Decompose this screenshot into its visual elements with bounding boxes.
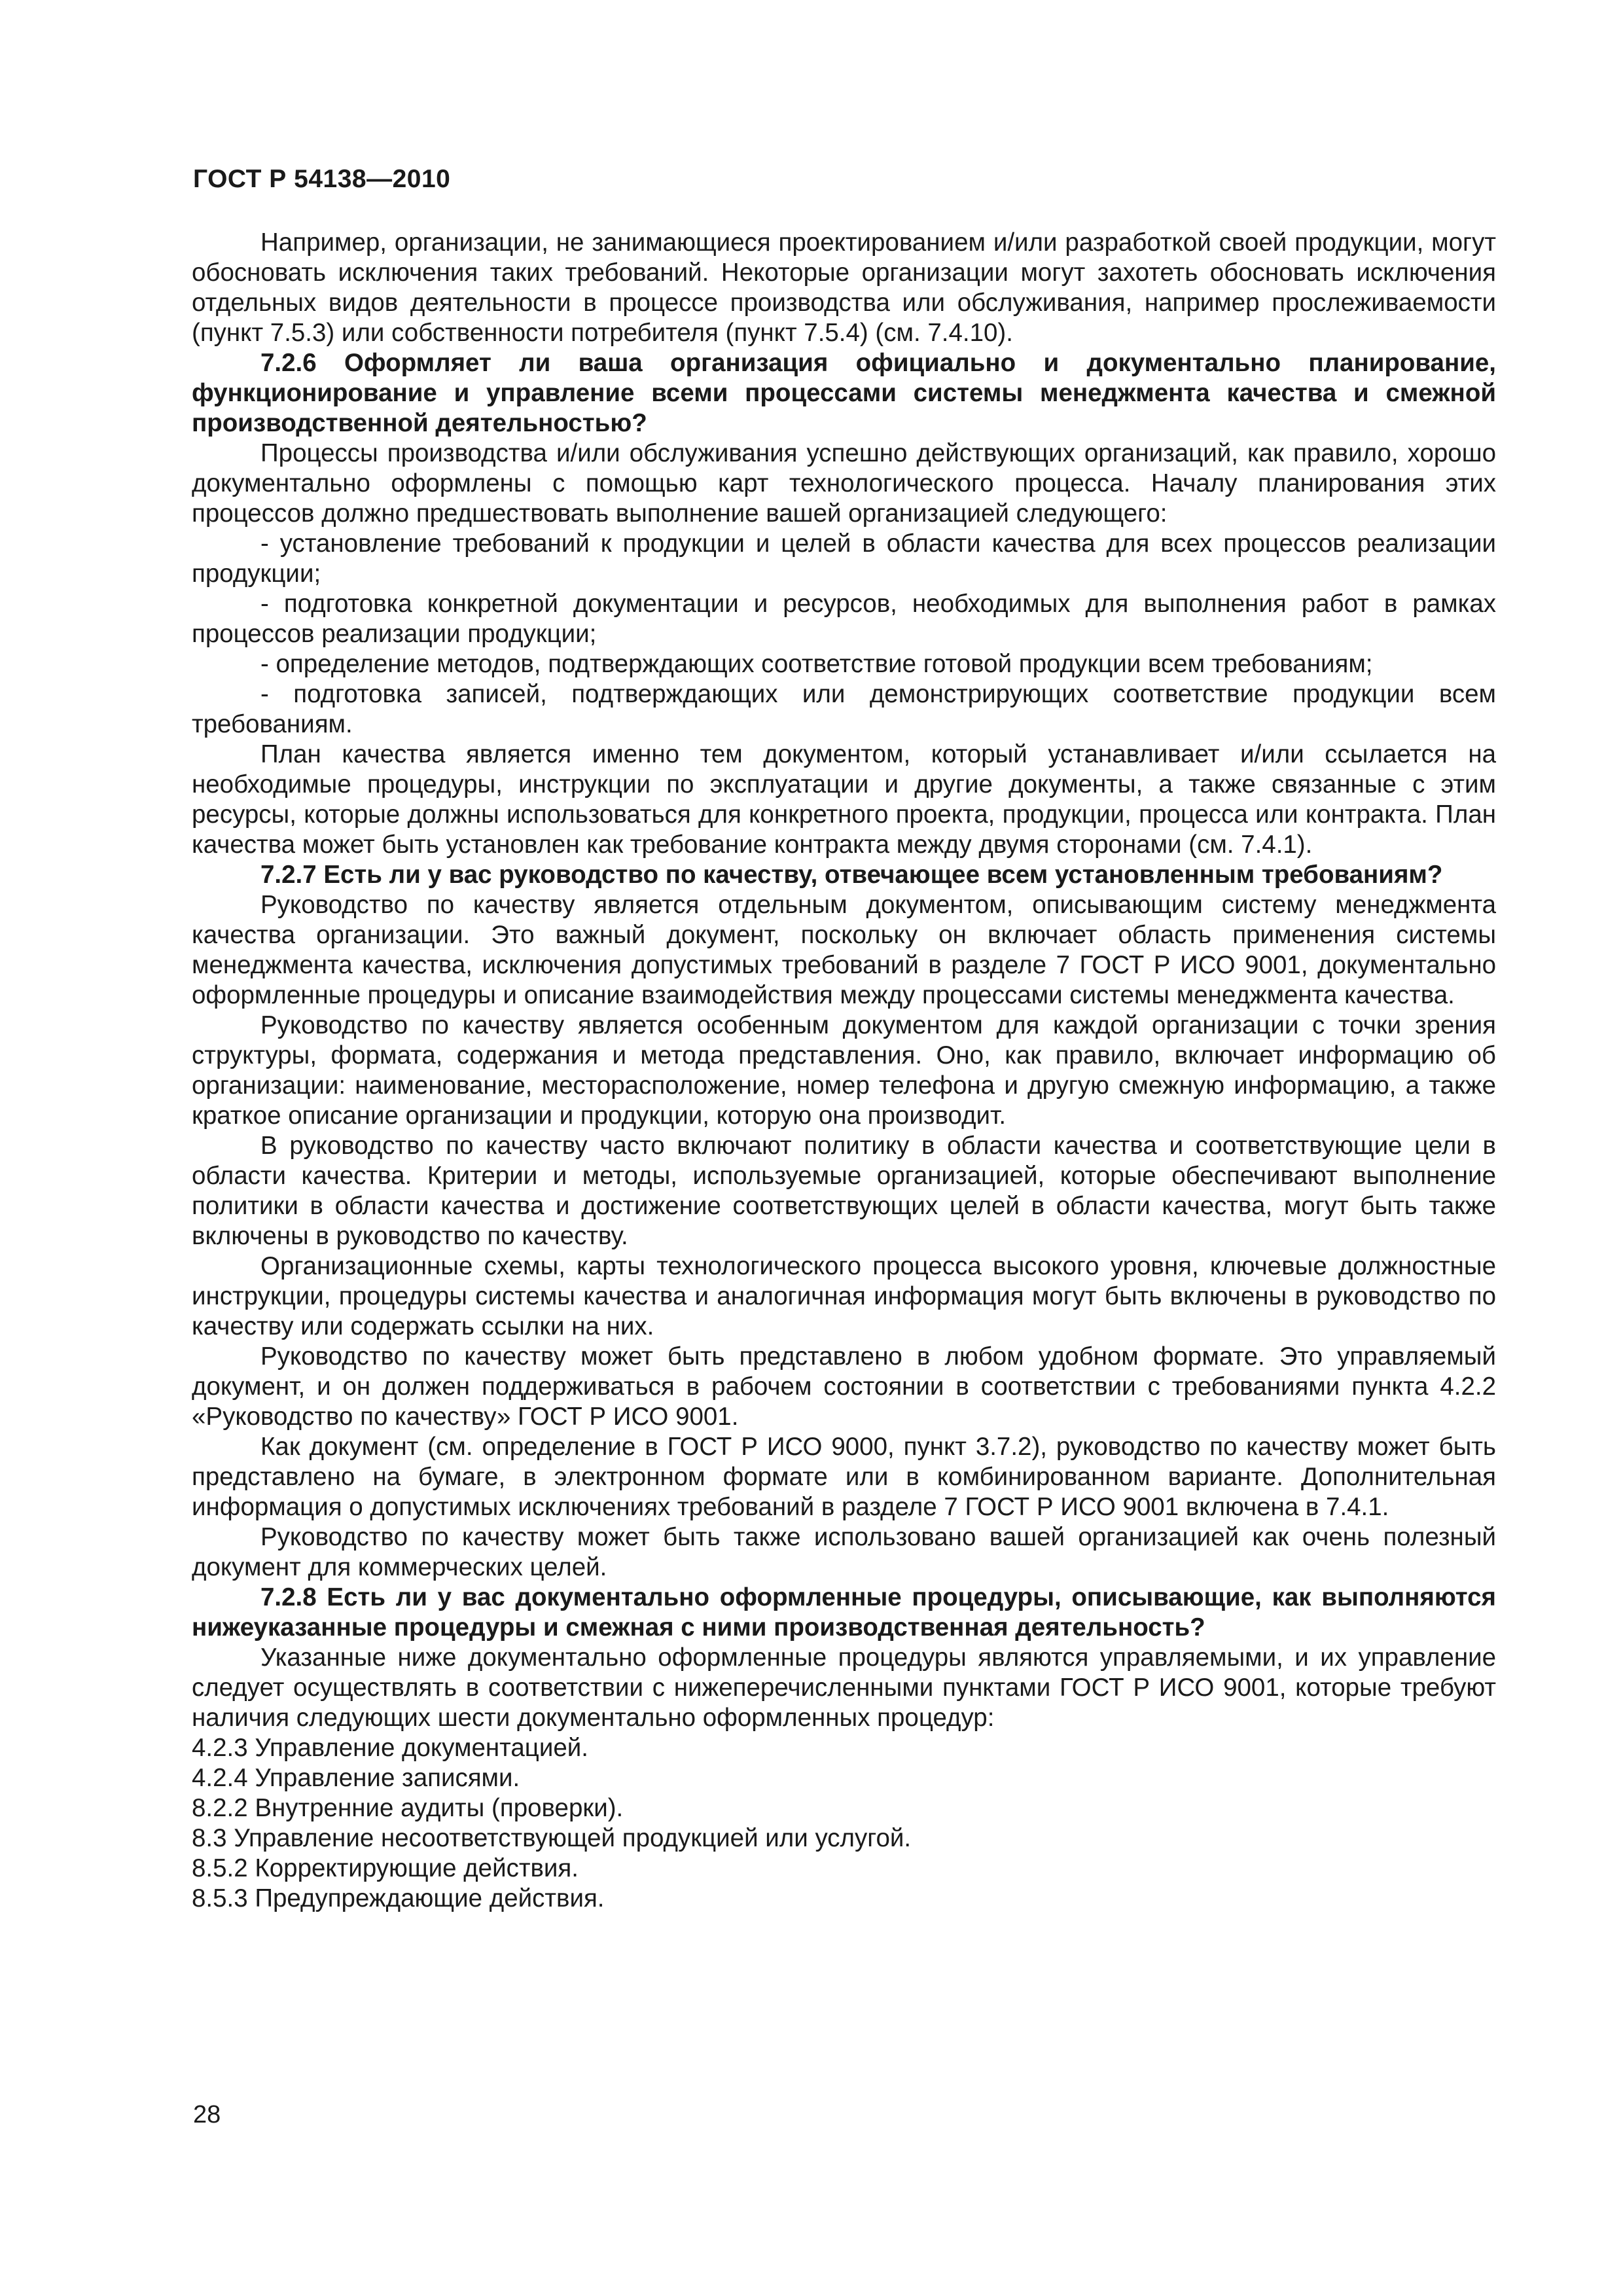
- procedure-list-item: 8.5.2 Корректирующие действия.: [192, 1854, 579, 1882]
- procedure-list-item: 8.3 Управление несоответствующей продукцией или услугой.: [192, 1824, 912, 1852]
- page-number: 28: [193, 2101, 221, 2128]
- paragraph: Как документ (см. определение в ГОСТ Р ИСО 9000, пункт 3.7.2), руководство по качеству может быть представлено на бумаге, в электронном формате или в комбинированном варианте. Дополнительная информация о допустимых исключениях требований в разделе 7 ГОСТ Р ИСО 9001 включена в 7.4.1.: [192, 1433, 1496, 1521]
- list-item: - установление требований к продукции и целей в области качества для всех процессов реализации продукции;: [192, 529, 1496, 588]
- section-heading-7-2-6: 7.2.6 Оформляет ли ваша организация официально и документально планирование, функционирование и управление всеми процессами системы менеджмента качества и смежной производственной деятельностью?: [192, 349, 1496, 437]
- paragraph: Руководство по качеству является особенным документом для каждой организации с точки зрения структуры, формата, содержания и метода представления. Оно, как правило, включает информацию об организации: наименование, месторасположение, номер телефона и другую смежную информацию, а также краткое описание организации и продукции, которую она производит.: [192, 1011, 1496, 1130]
- paragraph: Руководство по качеству может быть представлено в любом удобном формате. Это управляемый документ, и он должен поддерживаться в рабочем состоянии в соответствии с требованиями пункта 4.2.2 «Руководство по качеству» ГОСТ Р ИСО 9001.: [192, 1342, 1496, 1431]
- list-item: - определение методов, подтверждающих соответствие готовой продукции всем требованиям;: [260, 650, 1373, 678]
- body-text: [192, 228, 1496, 1914]
- section-heading-7-2-8: 7.2.8 Есть ли у вас документально оформленные процедуры, описывающие, как выполняются нижеуказанные процедуры и смежная с ними производственная деятельность?: [192, 1583, 1496, 1641]
- procedure-list-item: 8.5.3 Предупреждающие действия.: [192, 1884, 605, 1912]
- paragraph: Организационные схемы, карты технологического процесса высокого уровня, ключевые должностные инструкции, процедуры системы качества и аналогичная информация могут быть включены в руководство по качеству или содержать ссылки на них.: [192, 1252, 1496, 1340]
- paragraph: В руководство по качеству часто включают политику в области качества и соответствующие цели в области качества. Критерии и методы, используемые организацией, которые обеспечивают выполнение политики в области качества и достижение соответствующих целей в области качества, могут быть также включены в руководство по качеству.: [192, 1132, 1496, 1250]
- document-header: ГОСТ Р 54138—2010: [193, 165, 451, 193]
- procedure-list-item: 8.2.2 Внутренние аудиты (проверки).: [192, 1794, 624, 1822]
- paragraph: Руководство по качеству является отдельным документом, описывающим систему менеджмента качества организации. Это важный документ, поскольку он включает область применения системы менеджмента качества, исключения допустимых требований в разделе 7 ГОСТ Р ИСО 9001, документально оформленные процедуры и описание взаимодействия между процессами системы менеджмента качества.: [192, 891, 1496, 1009]
- paragraph: Руководство по качеству может быть также использовано вашей организацией как очень полезный документ для коммерческих целей.: [192, 1523, 1496, 1581]
- procedure-list-item: 4.2.3 Управление документацией.: [192, 1734, 588, 1762]
- procedure-list-item: 4.2.4 Управление записями.: [192, 1764, 520, 1792]
- paragraph: Указанные ниже документально оформленные процедуры являются управляемыми, и их управление следует осуществлять в соответствии с нижеперечисленными пунктами ГОСТ Р ИСО 9001, которые требуют наличия следующих шести документально оформленных процедур:: [192, 1643, 1496, 1732]
- paragraph: План качества является именно тем документом, который устанавливает и/или ссылается на необходимые процедуры, инструкции по эксплуатации и другие документы, а также связанные с этим ресурсы, которые должны использоваться для конкретного проекта, продукции, процесса или контракта. План качества может быть установлен как требование контракта между двумя сторонами (см. 7.4.1).: [192, 740, 1496, 859]
- list-item: - подготовка записей, подтверждающих или демонстрирующих соответствие продукции всем требованиям.: [192, 680, 1496, 738]
- list-item: - подготовка конкретной документации и ресурсов, необходимых для выполнения работ в рамках процессов реализации продукции;: [192, 590, 1496, 648]
- section-heading-7-2-7: 7.2.7 Есть ли у вас руководство по качеству, отвечающее всем установленным требованиям?: [260, 861, 1443, 889]
- paragraph: Процессы производства и/или обслуживания успешно действующих организаций, как правило, хорошо документально оформлены с помощью карт технологического процесса. Началу планирования этих процессов должно предшествовать выполнение вашей организацией следующего:: [192, 439, 1496, 528]
- paragraph: Например, организации, не занимающиеся проектированием и/или разработкой своей продукции, могут обосновать исключения таких требований. Некоторые организации могут захотеть обосновать исключения отдельных видов деятельности в процессе производства или обслуживания, например прослеживаемости (пункт 7.5.3) или собственности потребителя (пункт 7.5.4) (см. 7.4.10).: [192, 228, 1496, 347]
